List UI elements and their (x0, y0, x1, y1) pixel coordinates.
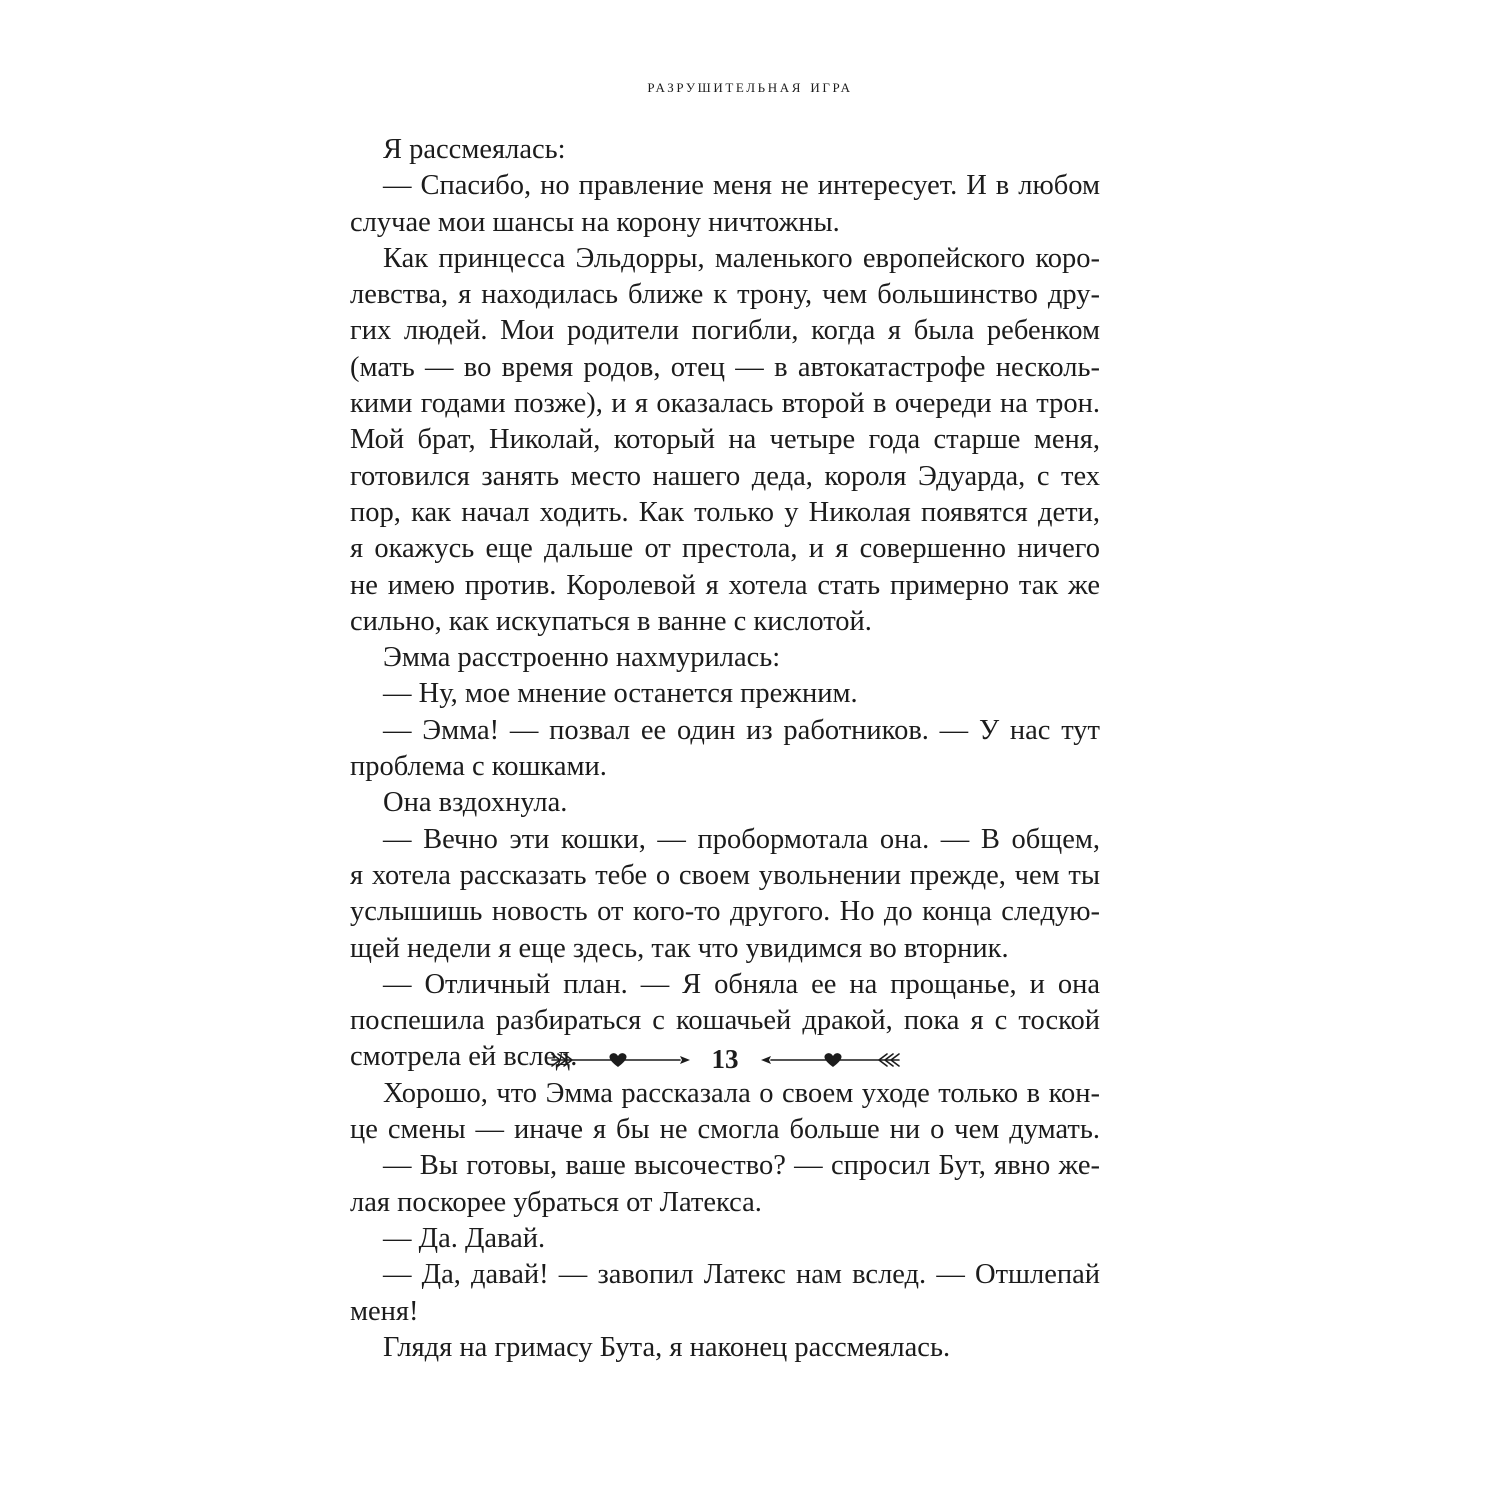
text-line: сильно, как искупаться в ванне с кислотой. (350, 605, 872, 637)
text-line: поспешила разбираться с кошачьей дракой, пока я с тоской (350, 1005, 1100, 1037)
text-line: Она вздохнула. (383, 787, 568, 819)
text-line: Я рассмеялась: (383, 134, 566, 165)
text-line: — Да, давай! — завопил Латекс нам вслед. — Отшлепай (383, 1259, 1100, 1291)
text-line: Мой брат, Николай, который на четыре года старше меня, (350, 424, 1100, 456)
text-line: (мать — во время родов, отец — в автокатастрофе несколь- (350, 351, 1100, 383)
text-line: — Ну, мое мнение останется прежним. (383, 678, 858, 710)
text-line: я хотела рассказать тебе о своем увольнении прежде, чем ты (350, 859, 1100, 891)
text-line: кими годами позже), и я оказалась второй в очереди на трон. (350, 388, 1100, 420)
text-line: я окажусь еще дальше от престола, и я совершенно ничего (350, 533, 1100, 565)
text-line: смотрела ей вслед. (350, 1041, 578, 1073)
text-line: — Вечно эти кошки, — пробормотала она. — В общем, (383, 823, 1100, 855)
text-line: — Спасибо, но правление меня не интересует. И в любом (383, 170, 1100, 202)
text-line: случае мои шансы на корону ничтожны. (350, 206, 840, 238)
text-line: готовился занять место нашего деда, короля Эдуарда, с тех (350, 460, 1100, 492)
text-line: — Отличный план. — Я обняла ее на прощанье, и она (383, 968, 1100, 1000)
text-line: гих людей. Мои родители погибли, когда я была ребенком (350, 315, 1100, 347)
text-line: меня! (350, 1295, 419, 1327)
arrow-heart-ornament-right-icon (758, 1044, 903, 1076)
text-line: левства, я находилась ближе к трону, чем большинство дру- (350, 279, 1100, 311)
text-line: Эмма расстроенно нахмурилась: (383, 642, 781, 674)
text-line: — Эмма! — позвал ее один из работников. — У нас тут (383, 714, 1100, 746)
text-line: услышишь новость от кого-то другого. Но до конца следую- (350, 896, 1100, 928)
text-line: Глядя на гримасу Бута, я наконец рассмеялась. (383, 1331, 951, 1363)
text-line: це смены — иначе я бы не смогла больше ни о чем думать. (350, 1114, 1100, 1146)
text-line: лая поскорее убраться от Латекса. (350, 1186, 762, 1218)
text-line: щей недели я еще здесь, так что увидимся во вторник. (350, 932, 1009, 964)
arrow-heart-ornament-left-icon (548, 1044, 693, 1076)
text-line: — Да. Давай. (383, 1222, 546, 1254)
text-line: проблема с кошками. (350, 751, 607, 783)
body-text (350, 132, 1100, 1366)
text-line: Как принцесса Эльдорры, маленького европейского коро- (383, 242, 1100, 274)
page-number: 13 (711, 1044, 739, 1074)
running-head: разрушительная игра (647, 76, 853, 97)
text-line: — Вы готовы, ваше высочество? — спросил Бут, явно же- (383, 1150, 1100, 1182)
text-line: не имею против. Королевой я хотела стать примерно так же (350, 569, 1100, 601)
text-line: Хорошо, что Эмма рассказала о своем уходе только в кон- (383, 1077, 1100, 1109)
text-line: пор, как начал ходить. Как только у Николая появятся дети, (350, 496, 1100, 528)
